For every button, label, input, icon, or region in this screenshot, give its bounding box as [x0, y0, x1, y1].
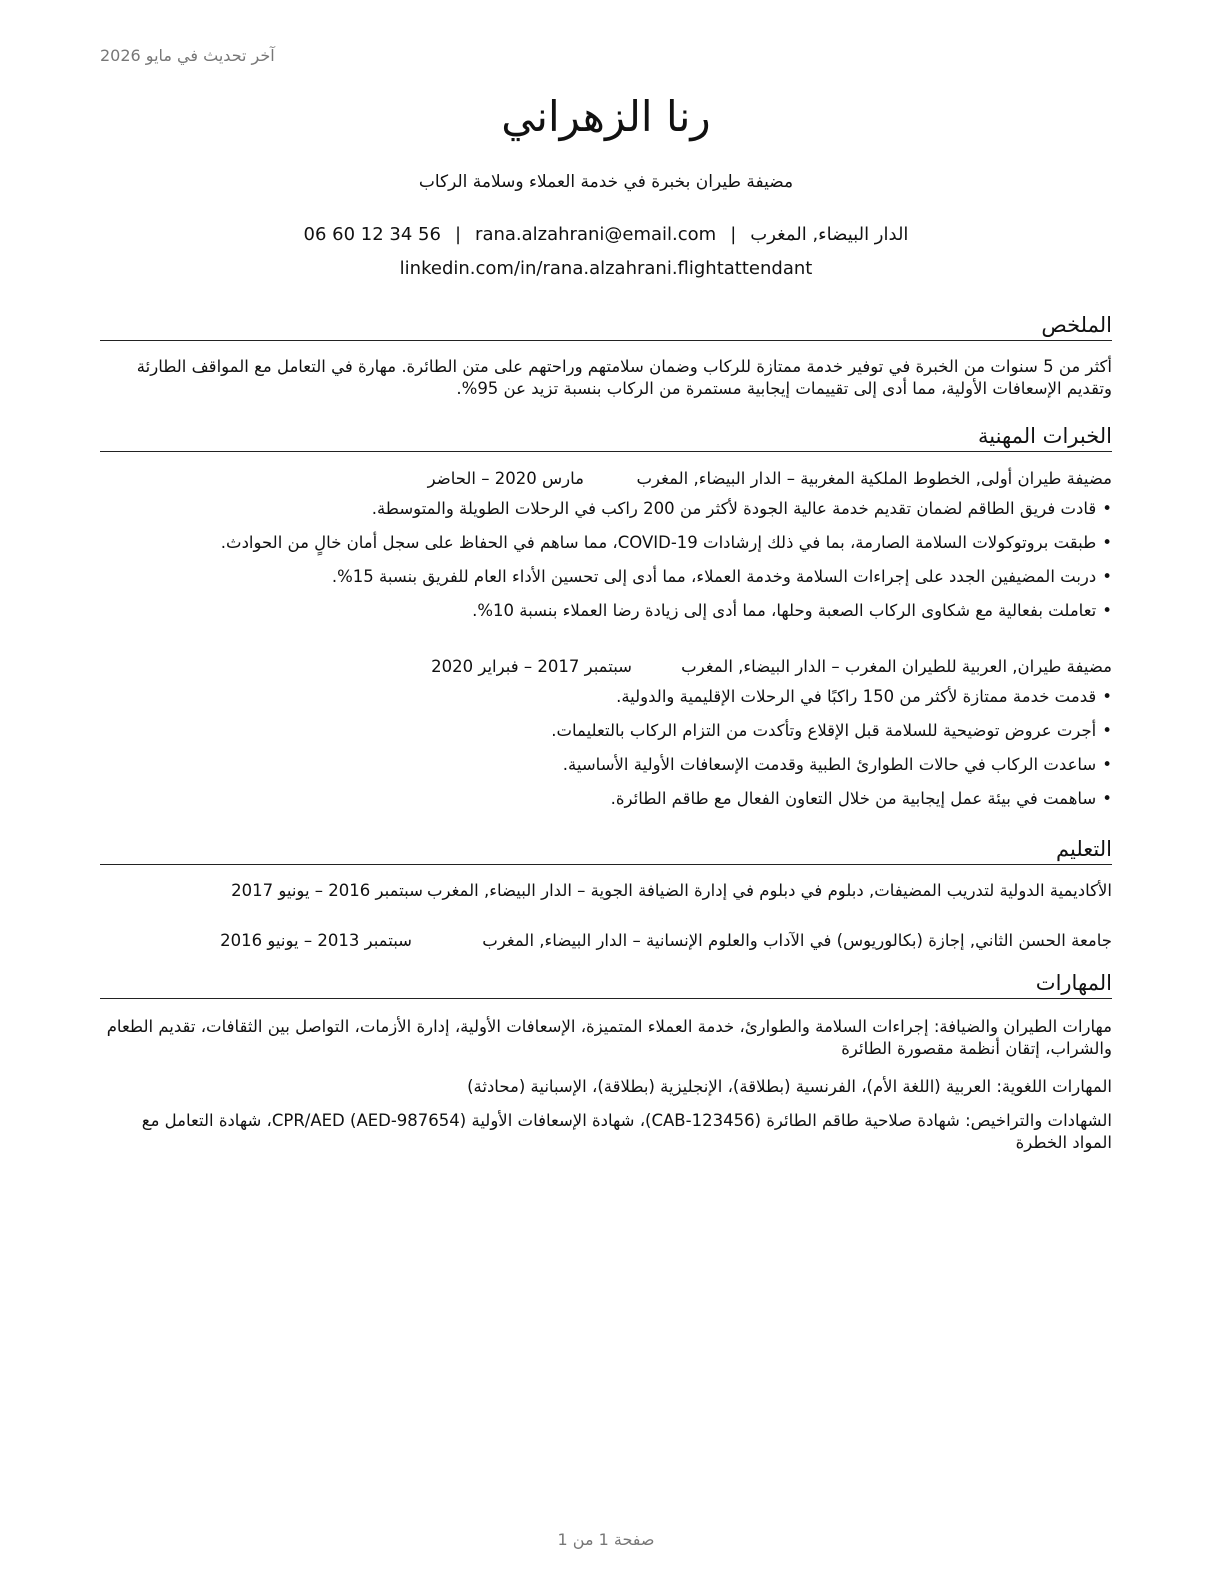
job-title: مضيفة طيران, العربية للطيران المغرب – الدار البيضاء, المغرب	[681, 657, 1112, 676]
list-item: • ساهمت في بيئة عمل إيجابية من خلال التعاون الفعال مع طاقم الطائرة.	[100, 788, 1112, 822]
skills-aviation: مهارات الطيران والضيافة: إجراءات السلامة والطوارئ، خدمة العملاء المتميزة، الإسعافات الأولية، إدارة الأزمات، التواصل بين الثقافات، تقديم الطعام والشراب، إتقان أنظمة مقصورة الطائرة	[106, 1017, 1112, 1058]
education-dates: سبتمبر 2016 – يونيو 2017	[231, 881, 423, 900]
list-item: • تعاملت بفعالية مع شكاوى الركاب الصعبة وحلها، مما أدى إلى زيادة رضا العملاء بنسبة 10%.	[100, 600, 1112, 634]
last-updated: آخر تحديث في مايو 2026	[100, 46, 275, 65]
job-dates: مارس 2020 – الحاضر	[427, 469, 584, 488]
job-dates: سبتمبر 2017 – فبراير 2020	[431, 657, 632, 676]
list-item: • طبقت بروتوكولات السلامة الصارمة، بما في ذلك إرشادات COVID-19، مما ساهم في الحفاظ على سجل أمان خالٍ من الحوادث.	[100, 532, 1112, 566]
job-title: مضيفة طيران أولى, الخطوط الملكية المغربية – الدار البيضاء, المغرب	[636, 469, 1112, 488]
page-number: صفحة 1 من 1	[557, 1530, 655, 1549]
list-item: • قادت فريق الطاقم لضمان تقديم خدمة عالية الجودة لأكثر من 200 راكب في الرحلات الطويلة والمتوسطة.	[100, 498, 1112, 532]
education-item	[100, 880, 1112, 902]
skills-certifications: الشهادات والتراخيص: شهادة صلاحية طاقم الطائرة (CAB-123456)، شهادة الإسعافات الأولية CPR/AED (AED-987654)، شهادة التعامل مع المواد الخطرة	[141, 1111, 1112, 1152]
education-title: جامعة الحسن الثاني, إجازة (بكالوريوس) في الآداب والعلوم الإنسانية – الدار البيضاء, المغرب	[482, 931, 1112, 950]
job-bullets	[100, 498, 1112, 634]
job-header	[100, 656, 1112, 678]
section-title-summary: الملخص	[100, 311, 1112, 341]
contact-linkedin[interactable]: linkedin.com/in/rana.alzahrani.flightattendant	[399, 258, 813, 279]
contact-email[interactable]: rana.alzahrani@email.com	[475, 224, 717, 245]
contact-phone: 06 60 12 34 56	[303, 224, 441, 245]
job-bullets	[100, 686, 1112, 822]
list-item: • ساعدت الركاب في حالات الطوارئ الطبية وقدمت الإسعافات الأولية الأساسية.	[100, 754, 1112, 788]
candidate-name: رنا الزهراني	[501, 92, 711, 141]
section-title-skills: المهارات	[100, 969, 1112, 999]
contact-location: الدار البيضاء, المغرب	[750, 224, 909, 245]
headline: مضيفة طيران بخبرة في خدمة العملاء وسلامة الركاب	[418, 172, 794, 192]
contact-separator: |	[454, 224, 462, 245]
education-dates: سبتمبر 2013 – يونيو 2016	[220, 931, 412, 950]
skills-languages: المهارات اللغوية: العربية (اللغة الأم)، الفرنسية (بطلاقة)، الإنجليزية (بطلاقة)، الإسبانية (محادثة)	[467, 1077, 1112, 1096]
education-item	[100, 930, 1112, 952]
summary-text: أكثر من 5 سنوات من الخبرة في توفير خدمة ممتازة للركاب وضمان سلامتهم وراحتهم على متن الطائرة. مهارة في التعامل مع المواقف الطارئة وتقديم الإسعافات الأولية، مما أدى إلى تقييمات إيجابية مستمرة من الركاب بنسبة تزيد عن 95%.	[136, 357, 1112, 398]
section-title-experience: الخبرات المهنية	[100, 422, 1112, 452]
list-item: • أجرت عروض توضيحية للسلامة قبل الإقلاع وتأكدت من التزام الركاب بالتعليمات.	[100, 720, 1112, 754]
resume-page	[100, 0, 1112, 1584]
contact-line	[100, 224, 1112, 245]
job-header	[100, 468, 1112, 490]
education-title: الأكاديمية الدولية لتدريب المضيفات, دبلوم في دبلوم في إدارة الضيافة الجوية – الدار البيضاء, المغرب	[426, 881, 1112, 900]
list-item: • قدمت خدمة ممتازة لأكثر من 150 راكبًا في الرحلات الإقليمية والدولية.	[100, 686, 1112, 720]
section-title-education: التعليم	[100, 835, 1112, 865]
list-item: • دربت المضيفين الجدد على إجراءات السلامة وخدمة العملاء، مما أدى إلى تحسين الأداء العام للفريق بنسبة 15%.	[100, 566, 1112, 600]
contact-separator: |	[730, 224, 737, 245]
